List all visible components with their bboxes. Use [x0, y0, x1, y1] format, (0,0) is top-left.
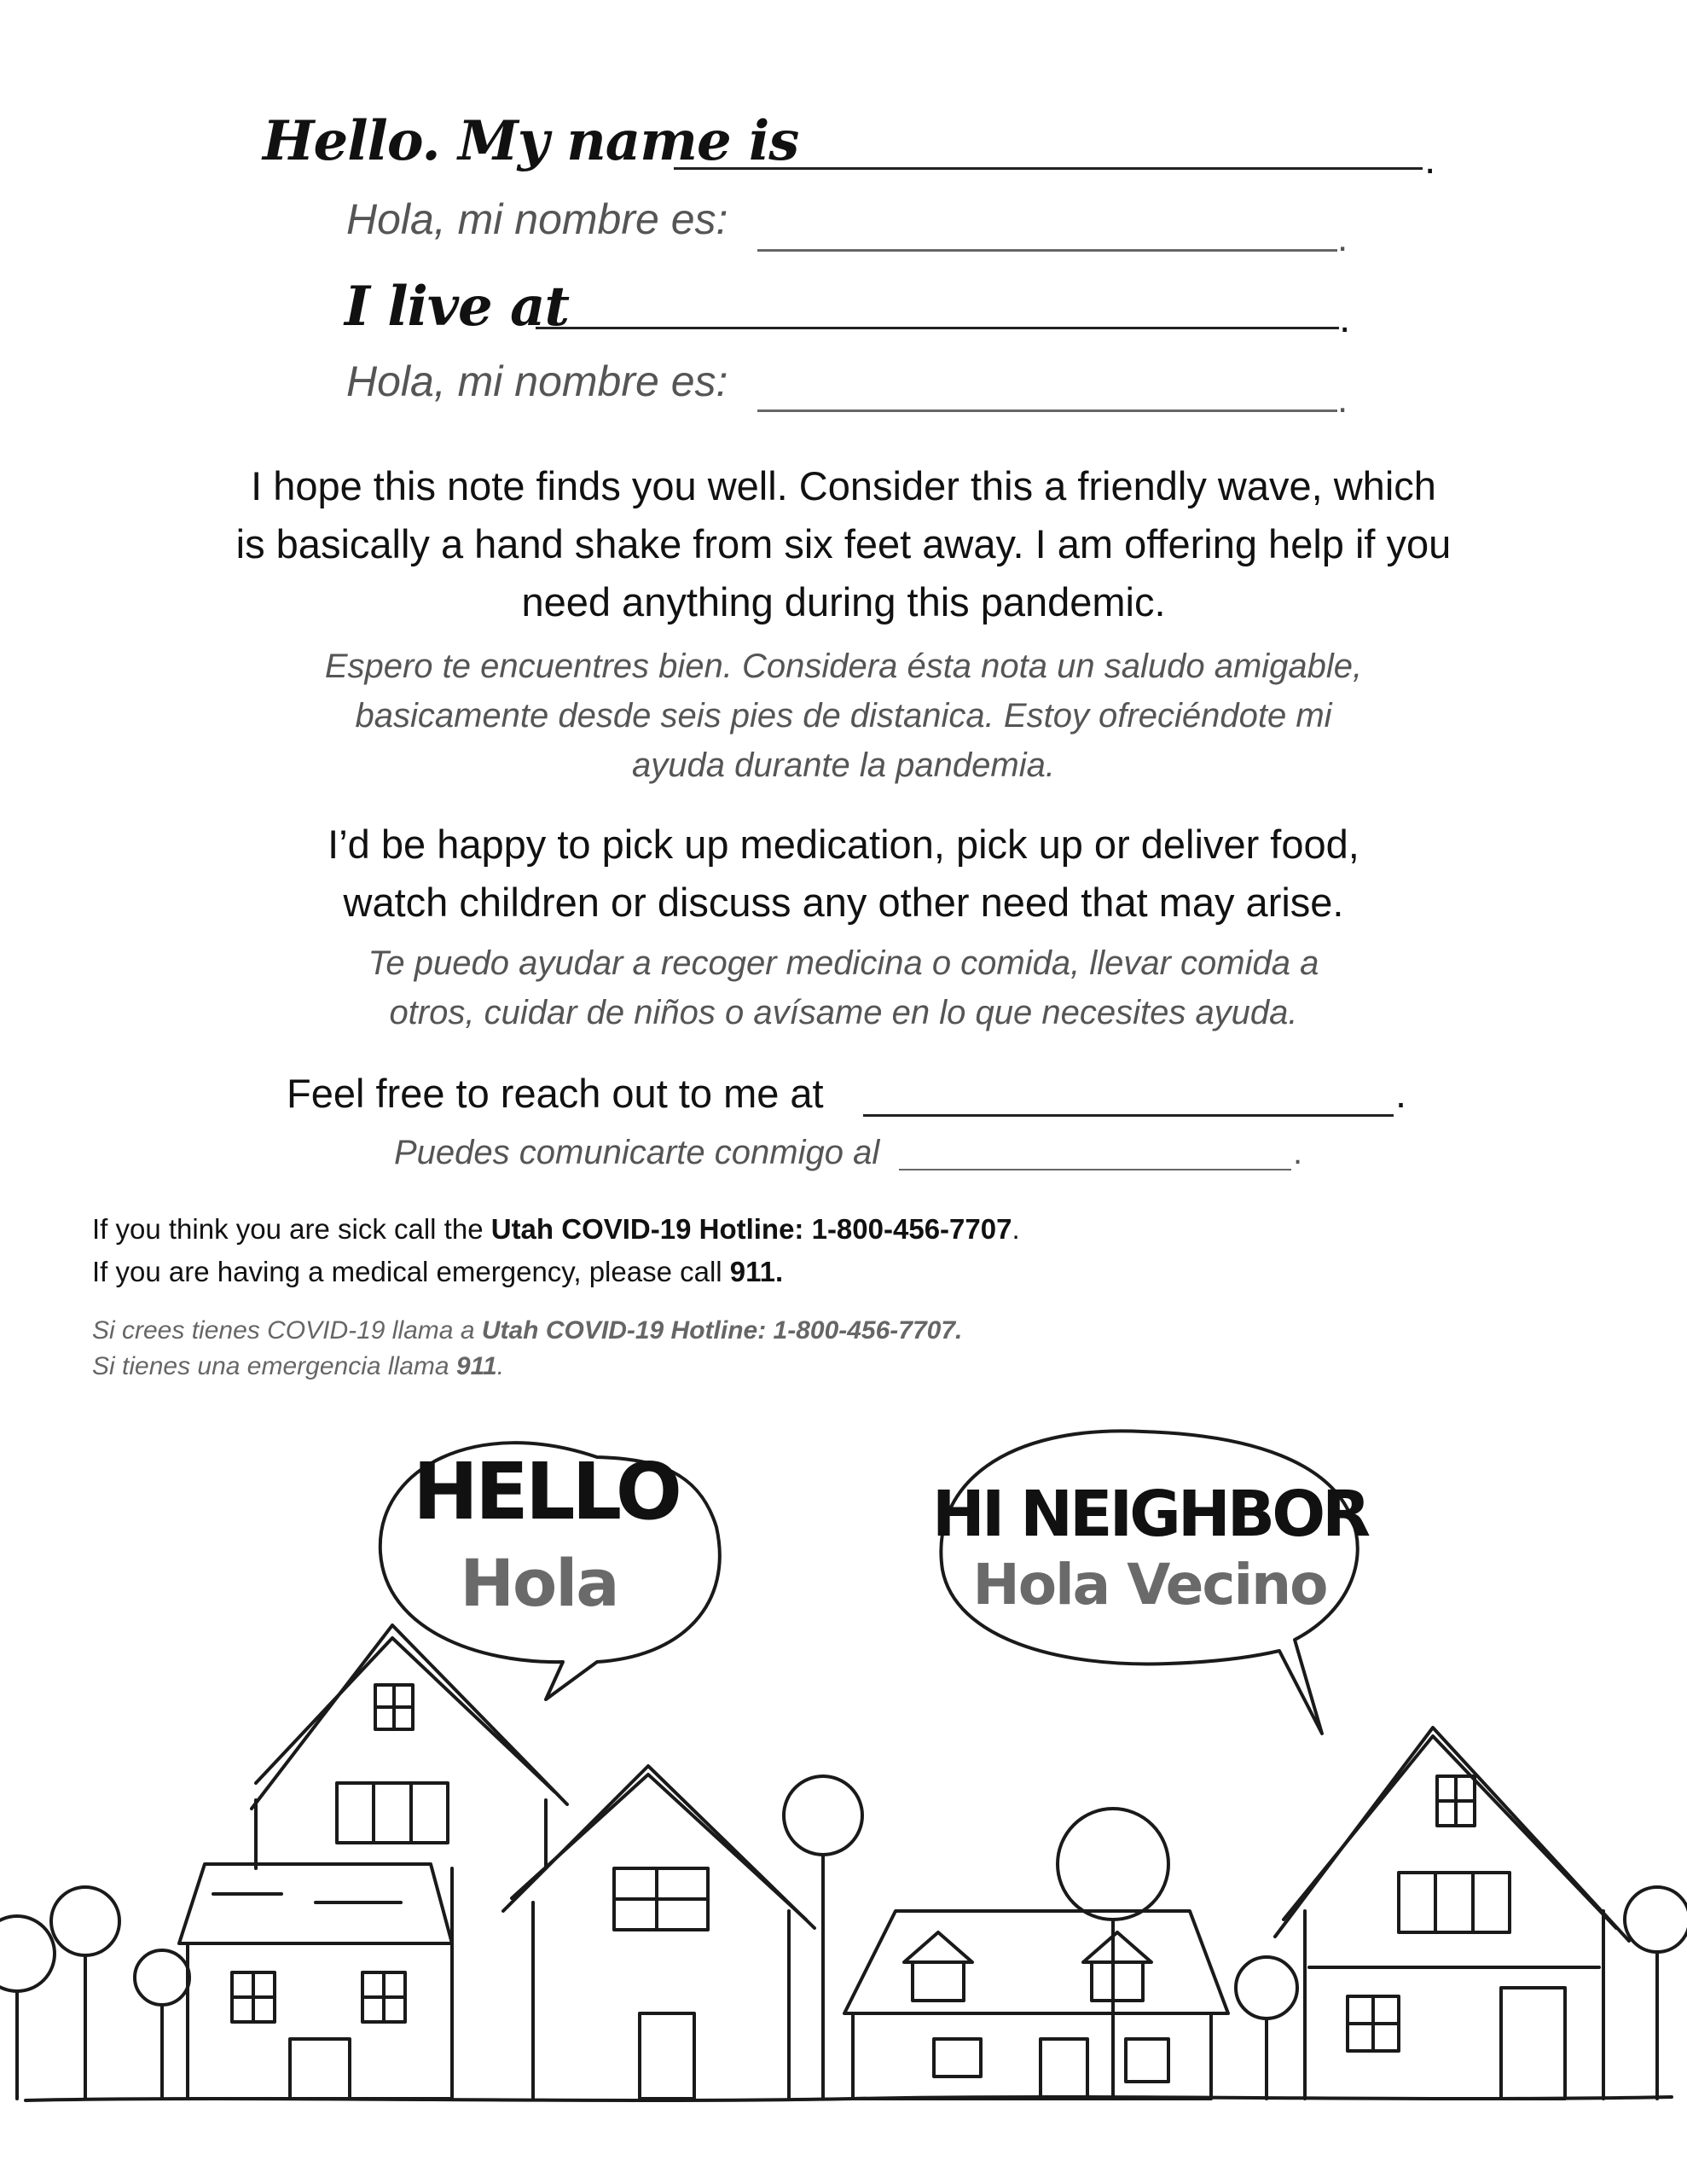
contact-period: . — [1395, 1071, 1407, 1116]
emergency-number: 911. — [729, 1256, 784, 1287]
hotline-es-line-2-end: . — [496, 1352, 505, 1380]
name-blank-es[interactable] — [757, 249, 1337, 252]
name-es-period: . — [1337, 218, 1348, 259]
house-4 — [1284, 1736, 1616, 1928]
contact-blank-es[interactable] — [899, 1169, 1291, 1170]
hotline-line-2 — [92, 1256, 783, 1288]
intro-es-line-1: Espero te encuentres bien. Considera ésta nota un saludo amigable, — [324, 648, 1363, 685]
intro-paragraph-es — [0, 642, 1687, 790]
intro-paragraph — [0, 457, 1687, 631]
offer-paragraph-es — [0, 938, 1687, 1037]
bubble-left-title: HELLO — [412, 1446, 680, 1537]
tree-left-1 — [0, 1916, 55, 1991]
hotline-line-1-end: . — [1012, 1213, 1020, 1245]
intro-es-line-3: ayuda durante la pandemia. — [632, 746, 1055, 784]
hotline-es-line-2-text: Si tienes una emergencia llama — [92, 1352, 456, 1380]
contact-label: Feel free to reach out to me at — [287, 1071, 824, 1116]
offer-es-line-2: otros, cuidar de niños o avísame en lo que necesites ayuda. — [389, 994, 1298, 1031]
address-period: . — [1339, 296, 1351, 341]
hotline-line-2-text: If you are having a medical emergency, please call — [92, 1256, 730, 1287]
hotline-es-line-1 — [92, 1316, 962, 1345]
offer-paragraph — [0, 816, 1687, 932]
house-1 — [256, 1638, 554, 1792]
address-blank-es[interactable] — [757, 410, 1337, 412]
hotline-es-line-1-text: Si crees tienes COVID-19 llama a — [92, 1316, 482, 1345]
name-prompt-es: Hola, mi nombre es: — [346, 195, 728, 243]
hotline-line-1-text: If you think you are sick call the — [92, 1213, 491, 1245]
emergency-es-number: 911 — [455, 1352, 497, 1380]
intro-line-3: need anything during this pandemic. — [521, 579, 1166, 624]
neighborhood-illustration — [0, 1391, 1687, 2184]
tree-middle-3 — [1236, 1957, 1297, 2018]
bubble-right-title: HI NEIGHBOR — [931, 1478, 1368, 1551]
hotline-es-number: Utah COVID-19 Hotline: 1-800-456-7707. — [481, 1316, 963, 1345]
name-blank[interactable] — [674, 167, 1423, 170]
bubble-left-subtitle: Hola — [460, 1545, 618, 1621]
house-3 — [844, 1911, 1228, 2013]
address-es-period: . — [1337, 379, 1348, 421]
hotline-number: Utah COVID-19 Hotline: 1-800-456-7707 — [490, 1213, 1012, 1245]
contact-blank[interactable] — [863, 1114, 1394, 1117]
offer-es-line-1: Te puedo ayudar a recoger medicina o comida, llevar comida a — [368, 944, 1319, 982]
tree-left-2 — [51, 1887, 119, 1955]
intro-line-2: is basically a hand shake from six feet away. I am offering help if you — [235, 521, 1452, 566]
intro-line-1: I hope this note finds you well. Consider this a friendly wave, which — [251, 463, 1436, 508]
name-prompt — [263, 109, 798, 173]
name-prompt-label: Hello. My name is — [263, 109, 799, 173]
tree-middle-1 — [784, 1776, 862, 1855]
hotline-es-line-2 — [92, 1352, 504, 1381]
address-prompt-es: Hola, mi nombre es: — [346, 357, 728, 405]
hotline-line-1 — [92, 1213, 1020, 1246]
intro-es-line-2: basicamente desde seis pies de distanica. Estoy ofreciéndote mi — [355, 697, 1332, 735]
address-blank[interactable] — [536, 327, 1339, 329]
tree-middle-2 — [1058, 1809, 1168, 1920]
tree-right-1 — [1625, 1887, 1687, 1952]
contact-es-period: . — [1293, 1134, 1303, 1171]
offer-line-1: I’d be happy to pick up medication, pick up or deliver food, — [328, 822, 1359, 867]
bubble-right-subtitle: Hola Vecino — [972, 1552, 1327, 1618]
offer-line-2: watch children or discuss any other need that may arise. — [343, 880, 1344, 925]
tree-left-3 — [135, 1950, 189, 2005]
contact-label-es: Puedes comunicarte conmigo al — [394, 1134, 880, 1171]
name-period: . — [1424, 137, 1436, 183]
address-prompt-label: I live at — [345, 275, 570, 339]
